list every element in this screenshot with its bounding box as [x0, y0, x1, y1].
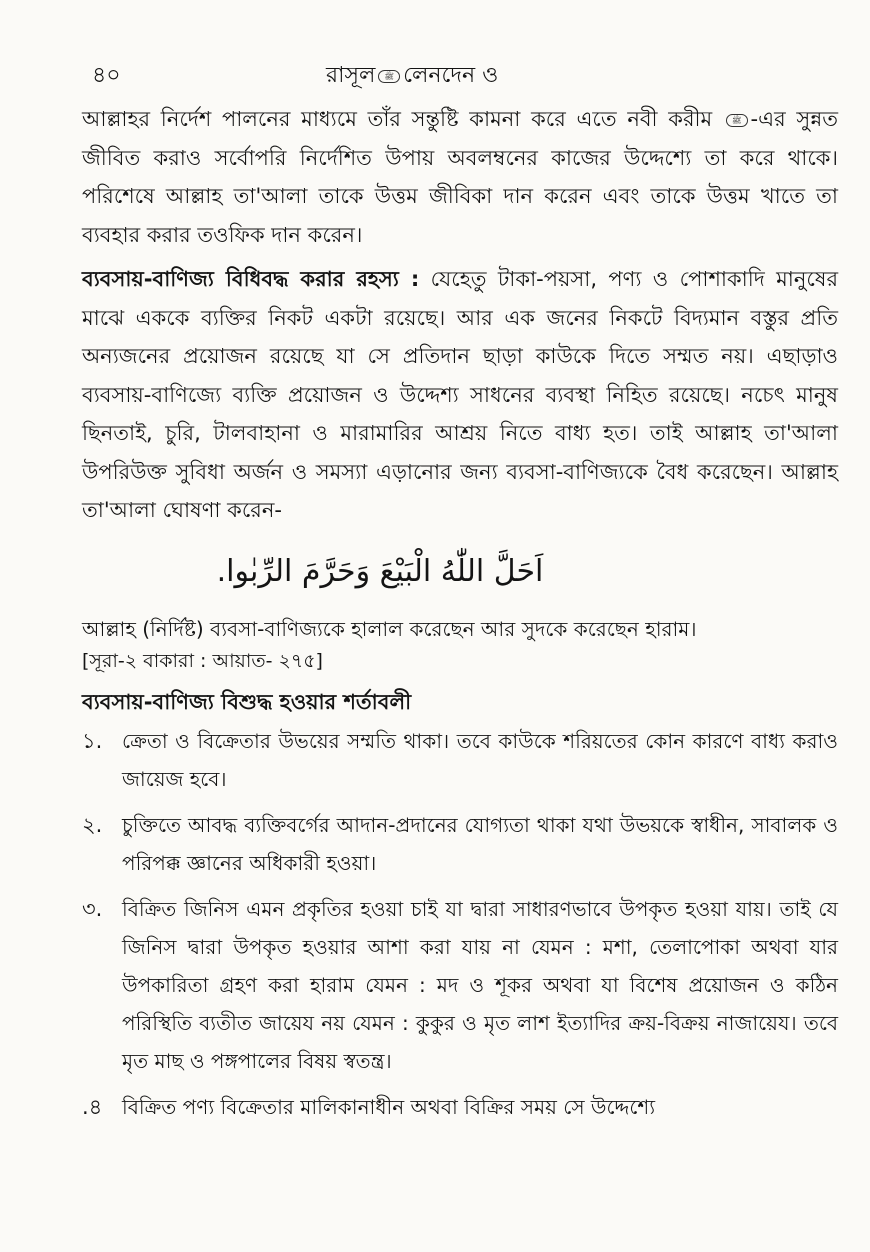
condition-item	[82, 890, 838, 1080]
intro-paragraph	[82, 100, 838, 254]
saw-honorific-mark: ﷺ	[726, 114, 748, 127]
secret-text: যেহেতু টাকা-পয়সা, পণ্য ও পোশাকাদি মানুষের মাঝে এককে ব্যক্তির নিকট একটা রয়েছে। আর এক জনের নিকটে বিদ্যমান বস্তুর প্রতি অন্যজনের প্রয়োজন রয়েছে যা সে প্রতিদান ছাড়া কাউকে দিতে সম্মত নয়। এছাড়াও ব্যবসায়-বাণিজ্যে ব্যক্তি প্রয়োজন ও উদ্দেশ্য সাধনের ব্যবস্থা নিহিত রয়েছে। নচেৎ মানুষ ছিনতাই, চুরি, টালবাহানা ও মারামারির আশ্রয় নিতে বাধ্য হত। তাই আল্লাহ তা'আলা উপরিউক্ত সুবিধা অর্জন ও সমস্যা এড়ানোর জন্য ব্যবসা-বাণিজ্যকে বৈধ করেছেন। আল্লাহ তা'আলা ঘোষণা করেন-	[82, 267, 839, 522]
secret-paragraph	[82, 260, 838, 530]
condition-text: বিক্রিত জিনিস এমন প্রকৃতির হওয়া চাই যা দ্বারা সাধারণভাবে উপকৃত হওয়া যায়। তাই যে জিনিস দ্বারা উপকৃত হওয়ার আশা করা যায় না যেমন : মশা, তেলাপোকা অথবা যার উপকারিতা গ্রহণ করা হারাম যেমন : মদ ও শূকর অথবা যা বিশেষ প্রয়োজন ও কঠিন পরিস্থিতি ব্যতীত জায়েয নয় যেমন : কুকুর ও মৃত লাশ ইত্যাদির ক্রয়-বিক্রয় নাজায়েয। তবে মৃত মাছ ও পঙ্গপালের বিষয় স্বতন্ত্র।	[122, 896, 838, 1073]
condition-item	[82, 722, 838, 798]
condition-text: বিক্রিত পণ্য বিক্রেতার মালিকানাধীন অথবা বিক্রির সময় সে উদ্দেশ্যে	[122, 1094, 655, 1119]
saw-honorific-mark: ﷺ	[378, 70, 400, 83]
intro-text-end: -এর সুন্নত জীবিত করাও সর্বোপরি নির্দেশিত উপায় অবলম্বনের কাজের উদ্দেশ্যে তা করে থাকে। পরিশেষে আল্লাহ তা'আলা তাকে উত্তম জীবিকা দান করেন এবং তাকে উত্তম খাতে তা ব্যবহার করার তওফিক দান করেন।	[82, 107, 838, 247]
conditions-heading: ব্যবসায়-বাণিজ্য বিশুদ্ধ হওয়ার শর্তাবলী	[82, 689, 412, 714]
condition-number: .৪	[82, 1094, 103, 1119]
conditions-list	[82, 722, 838, 1126]
page-body	[82, 100, 838, 1134]
verse-translation: আল্লাহ (নির্দিষ্ট) ব্যবসা-বাণিজ্যকে হালাল করেছেন আর সুদকে করেছেন হারাম।	[82, 616, 697, 641]
running-title-prefix: রাসূল	[326, 63, 376, 88]
intro-text-start: আল্লাহর নির্দেশ পালনের মাধ্যমে তাঁর সন্তুষ্টি কামনা করে এতে নবী করীম	[82, 107, 713, 131]
page-header	[0, 52, 870, 96]
running-title-suffix: লেনদেন ও	[403, 63, 499, 88]
condition-text: চুক্তিতে আবদ্ধ ব্যক্তিবর্গের আদান-প্রদানের যোগ্যতা থাকা যথা উভয়কে স্বাধীন, সাবালক ও পরিপক্ক জ্ঞানের অধিকারী হওয়া।	[122, 812, 838, 875]
condition-number: ১.	[82, 728, 103, 753]
condition-item	[82, 806, 838, 882]
condition-number: ৩.	[82, 896, 103, 921]
condition-number: ২.	[82, 812, 103, 837]
page-number: ৪০	[92, 63, 121, 88]
quran-verse-arabic: اَحَلَّ اللّٰهُ الْبَيْعَ وَحَرَّمَ الرِّبٰوا.	[216, 553, 544, 589]
verse-reference: [সূরা-২ বাকারা : আয়াত- ২৭৫]	[82, 649, 323, 672]
condition-item	[82, 1088, 838, 1126]
condition-text: ক্রেতা ও বিক্রেতার উভয়ের সম্মতি থাকা। তবে কাউকে শরিয়তের কোন কারণে বাধ্য করাও জায়েজ হবে।	[122, 728, 838, 791]
secret-heading: ব্যবসায়-বাণিজ্য বিধিবদ্ধ করার রহস্য :	[82, 267, 420, 291]
running-title	[326, 58, 498, 95]
